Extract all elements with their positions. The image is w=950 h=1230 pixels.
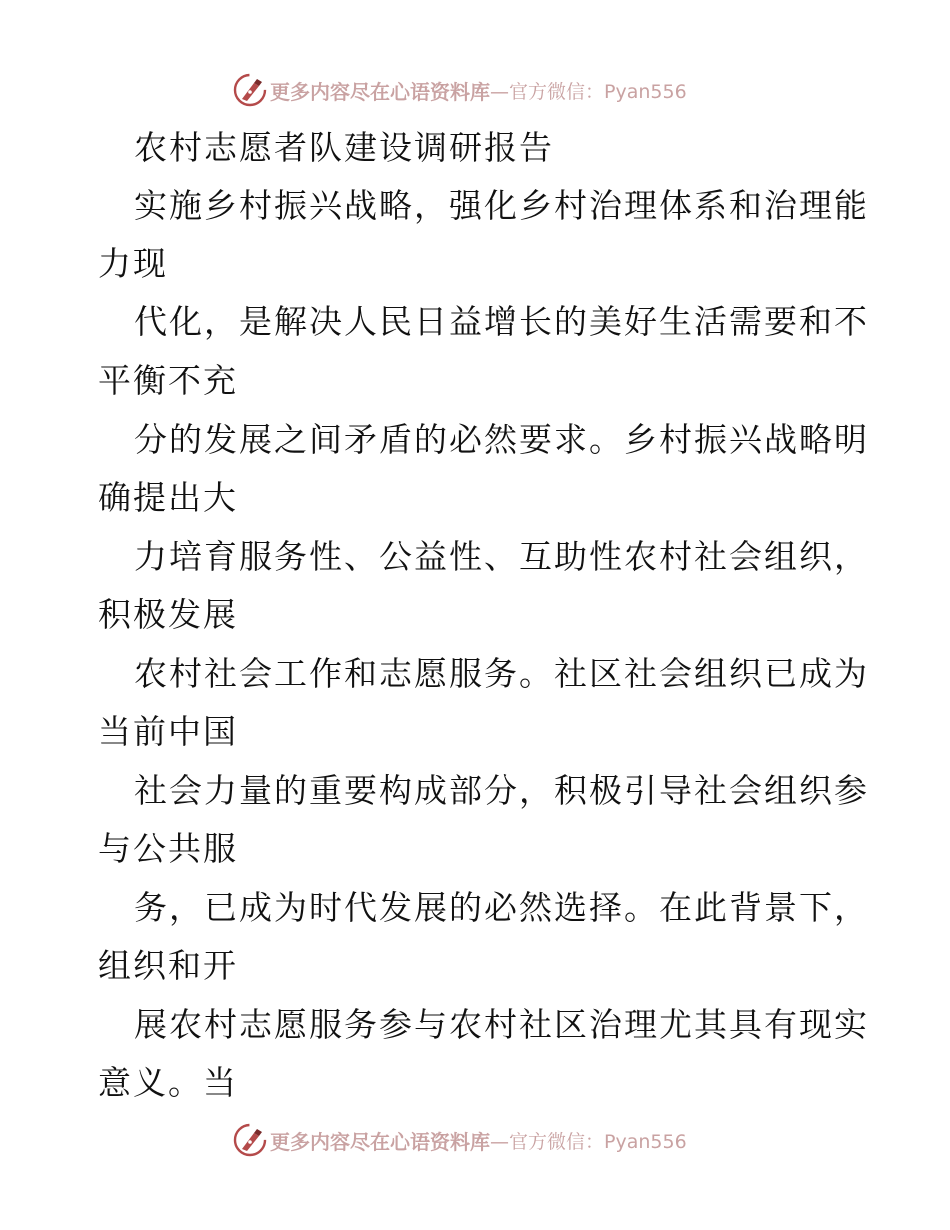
text-line: 平衡不充 (98, 361, 238, 400)
text-line: 确提出大 (98, 478, 238, 517)
text-line: 代化，是解决人民日益增长的美好生活需要和不 (134, 302, 869, 341)
text-line: 展农村志愿服务参与农村社区治理尤其具有现实 (134, 1005, 869, 1044)
document-title: 农村志愿者队建设调研报告 (134, 128, 554, 167)
watermark-brand-text: 更多内容尽在心语资料库 (270, 79, 490, 104)
text-line: 社会力量的重要构成部分，积极引导社会组织参 (134, 771, 869, 810)
pen-nib-logo-icon (232, 72, 268, 108)
text-line: 农村社会工作和志愿服务。社区社会组织已成为 (134, 654, 869, 693)
text-line: 分的发展之间矛盾的必然要求。乡村振兴战略明 (134, 420, 869, 459)
watermark-brand-text: 更多内容尽在心语资料库 (270, 1129, 490, 1154)
text-line: 意义。当 (98, 1063, 238, 1102)
header-watermark (232, 72, 687, 108)
text-line: 力培育服务性、公益性、互助性农村社会组织， (134, 537, 869, 576)
watermark-contact-text: —官方微信：Pyan556 (490, 80, 687, 103)
pen-nib-logo-icon (232, 1122, 268, 1158)
text-line: 积极发展 (98, 595, 238, 634)
text-line: 组织和开 (98, 946, 238, 985)
text-line: 力现 (98, 244, 168, 283)
text-line: 当前中国 (98, 712, 238, 751)
text-line: 实施乡村振兴战略，强化乡村治理体系和治理能 (134, 186, 869, 225)
text-line: 务，已成为时代发展的必然选择。在此背景下， (134, 888, 869, 927)
watermark-contact-text: —官方微信：Pyan556 (490, 1130, 687, 1153)
footer-watermark (232, 1122, 687, 1158)
text-line: 与公共服 (98, 829, 238, 868)
